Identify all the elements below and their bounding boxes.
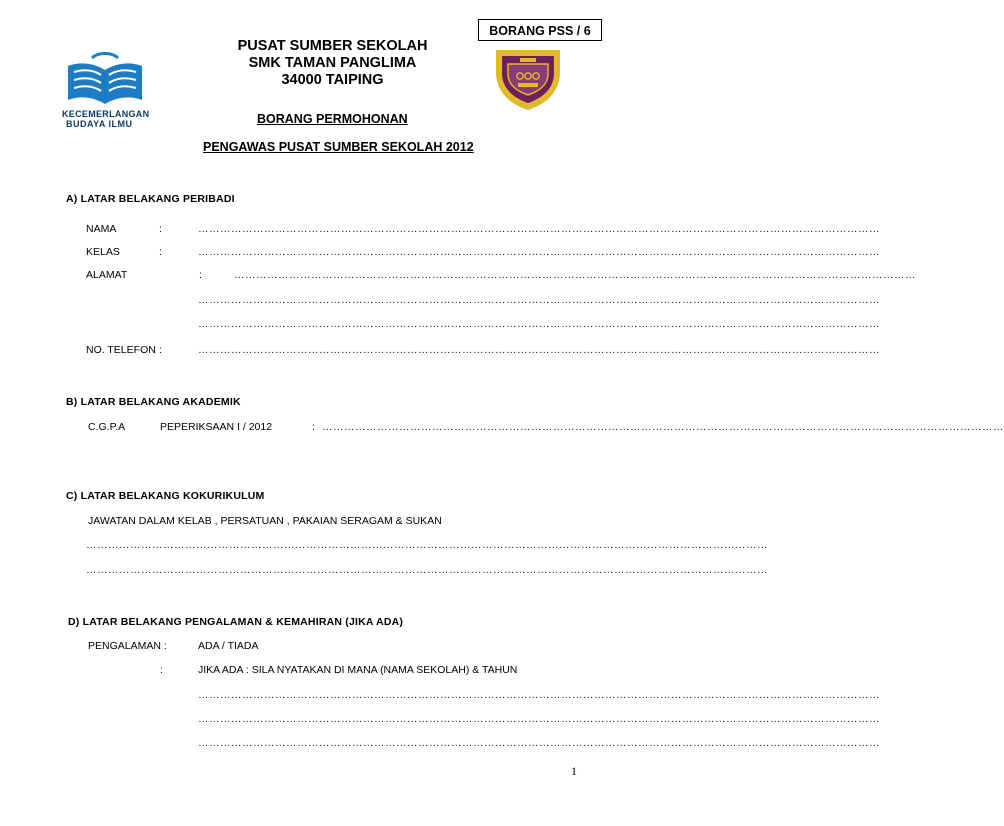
section-d-heading: D) LATAR BELAKANG PENGALAMAN & KEMAHIRAN (JIKA ADA) bbox=[68, 616, 404, 628]
kelas-colon: : bbox=[159, 246, 162, 258]
nama-label: NAMA bbox=[86, 223, 117, 235]
form-subtitle: PENGAWAS PUSAT SUMBER SEKOLAH 2012 bbox=[203, 140, 474, 154]
telefon-colon: : bbox=[159, 344, 162, 356]
exam-label: PEPERIKSAAN I / 2012 bbox=[160, 421, 273, 433]
school-name-line2: SMK TAMAN PANGLIMA bbox=[248, 55, 417, 71]
alamat-field-1[interactable]: …………………………………………………………………………………………………………………………………………………………………… bbox=[234, 269, 916, 281]
cgpa-field[interactable]: …………………………………………………………………………………………………………………………………………………………………… bbox=[322, 421, 1004, 433]
alamat-label: ALAMAT bbox=[86, 269, 128, 281]
alamat-colon: : bbox=[199, 269, 202, 281]
jika-ada-instruction: JIKA ADA : SILA NYATAKAN DI MANA (NAMA SEKOLAH) & TAHUN bbox=[198, 664, 518, 676]
cgpa-label: C.G.P.A bbox=[88, 421, 126, 433]
form-code-box: BORANG PSS / 6 bbox=[478, 19, 602, 41]
jika-ada-colon: : bbox=[160, 664, 163, 676]
telefon-field[interactable]: …………………………………………………………………………………………………………………………………………………………………… bbox=[198, 344, 880, 356]
cgpa-colon: : bbox=[312, 421, 315, 433]
logo-text-1: KECEMERLANGAN bbox=[62, 109, 150, 119]
pengalaman-field-1[interactable]: …………………………………………………………………………………………………………………………………………………………………… bbox=[198, 689, 880, 701]
pengalaman-label: PENGALAMAN : bbox=[88, 640, 167, 652]
nama-field[interactable]: …………………………………………………………………………………………………………………………………………………………………… bbox=[198, 223, 880, 235]
telefon-label: NO. TELEFON bbox=[86, 344, 156, 356]
alamat-field-3[interactable]: …………………………………………………………………………………………………………………………………………………………………… bbox=[198, 318, 880, 330]
school-crest bbox=[490, 46, 566, 112]
ada-tiada-option[interactable]: ADA / TIADA bbox=[198, 640, 259, 652]
logo-text-2: BUDAYA ILMU bbox=[66, 119, 133, 129]
kelas-field[interactable]: …………………………………………………………………………………………………………………………………………………………………… bbox=[198, 246, 880, 258]
kokurikulum-field-2[interactable]: …………………………………………………………………………………………………………………………………………………………………… bbox=[86, 564, 768, 576]
book-icon bbox=[62, 52, 148, 110]
pengalaman-field-3[interactable]: …………………………………………………………………………………………………………………………………………………………………… bbox=[198, 737, 880, 749]
kokurikulum-subtitle: JAWATAN DALAM KELAB , PERSATUAN , PAKAIAN SERAGAM & SUKAN bbox=[88, 515, 442, 527]
page-number: 1 bbox=[571, 764, 577, 778]
crest-icon bbox=[490, 46, 566, 112]
kecemerlangan-logo bbox=[62, 52, 148, 130]
kokurikulum-field-1[interactable]: …………………………………………………………………………………………………………………………………………………………………… bbox=[86, 539, 768, 551]
alamat-field-2[interactable]: …………………………………………………………………………………………………………………………………………………………………… bbox=[198, 294, 880, 306]
school-name-line1: PUSAT SUMBER SEKOLAH bbox=[237, 38, 428, 54]
pengalaman-field-2[interactable]: …………………………………………………………………………………………………………………………………………………………………… bbox=[198, 713, 880, 725]
kelas-label: KELAS bbox=[86, 246, 120, 258]
section-c-heading: C) LATAR BELAKANG KOKURIKULUM bbox=[66, 490, 265, 502]
form-title: BORANG PERMOHONAN bbox=[257, 112, 408, 126]
nama-colon: : bbox=[159, 223, 162, 235]
section-a-heading: A) LATAR BELAKANG PERIBADI bbox=[66, 193, 235, 205]
school-address: 34000 TAIPING bbox=[281, 72, 384, 88]
section-b-heading: B) LATAR BELAKANG AKADEMIK bbox=[66, 396, 241, 408]
